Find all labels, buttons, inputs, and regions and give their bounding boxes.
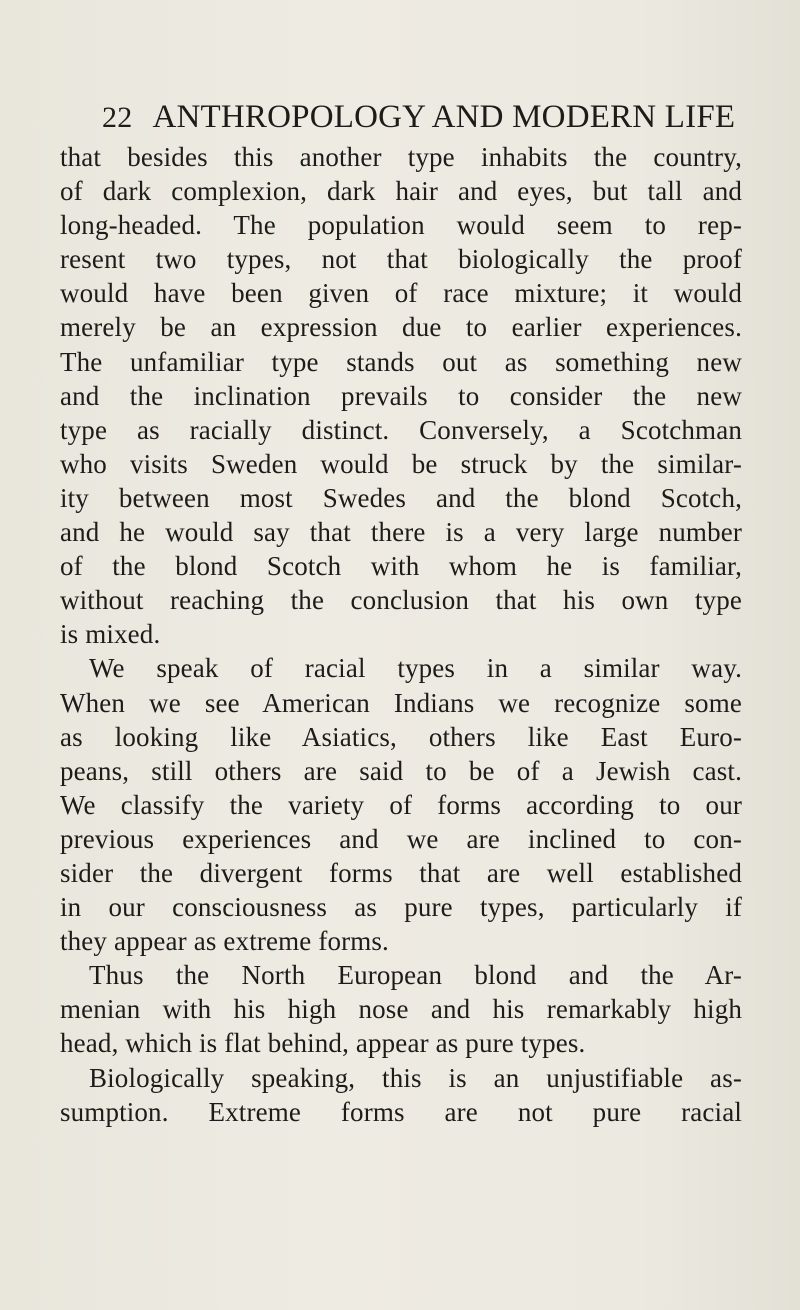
page-number: 22 (102, 101, 133, 134)
text-line: sider the divergent forms that are well established (60, 857, 742, 888)
text-line: resent two types, not that biologically the proof (60, 244, 742, 275)
text-line: menian with his high nose and his remarkably high (60, 994, 742, 1025)
text-line: sumption. Extreme forms are not pure racial (60, 1096, 742, 1127)
paragraph-start-line: Biologically speaking, this is an unjustifiable as- (89, 1062, 742, 1093)
text-line: peans, still others are said to be of a Jewish cast. (60, 755, 742, 786)
text-line: type as racially distinct. Conversely, a Scotchman (60, 414, 742, 445)
paragraph-start-line: Thus the North European blond and the Ar- (89, 960, 742, 991)
text-line: would have been given of race mixture; it would (60, 278, 742, 309)
text-line: of the blond Scotch with whom he is familiar, (60, 551, 742, 582)
text-line: long-headed. The population would seem to rep- (60, 210, 742, 241)
running-title: ANTHROPOLOGY AND MODERN LIFE (152, 99, 736, 135)
body-text (60, 140, 742, 1129)
paragraph-end-line: head, which is flat behind, appear as pure types. (60, 1028, 586, 1059)
text-line: and the inclination prevails to consider the new (60, 380, 742, 411)
text-line: ity between most Swedes and the blond Scotch, (60, 482, 742, 513)
text-line: of dark complexion, dark hair and eyes, but tall and (60, 176, 742, 207)
text-line: We classify the variety of forms according to our (60, 789, 742, 820)
text-line: The unfamiliar type stands out as something new (60, 346, 742, 377)
text-line: as looking like Asiatics, others like East Euro- (60, 721, 742, 752)
text-line: that besides this another type inhabits the country, (60, 142, 742, 172)
text-line: merely be an expression due to earlier experiences. (60, 312, 742, 343)
text-line: previous experiences and we are inclined to con- (60, 823, 742, 854)
text-line: When we see American Indians we recognize some (60, 687, 742, 718)
page-header (102, 97, 742, 137)
paragraph-end-line: is mixed. (60, 619, 161, 650)
text-line: who visits Sweden would be struck by the similar- (60, 448, 742, 479)
text-line: in our consciousness as pure types, particularly if (60, 892, 742, 923)
paragraph-end-line: they appear as extreme forms. (60, 926, 389, 957)
text-line: without reaching the conclusion that his own type (60, 585, 742, 616)
paragraph-start-line: We speak of racial types in a similar way. (89, 653, 742, 684)
text-line: and he would say that there is a very large number (60, 517, 742, 548)
